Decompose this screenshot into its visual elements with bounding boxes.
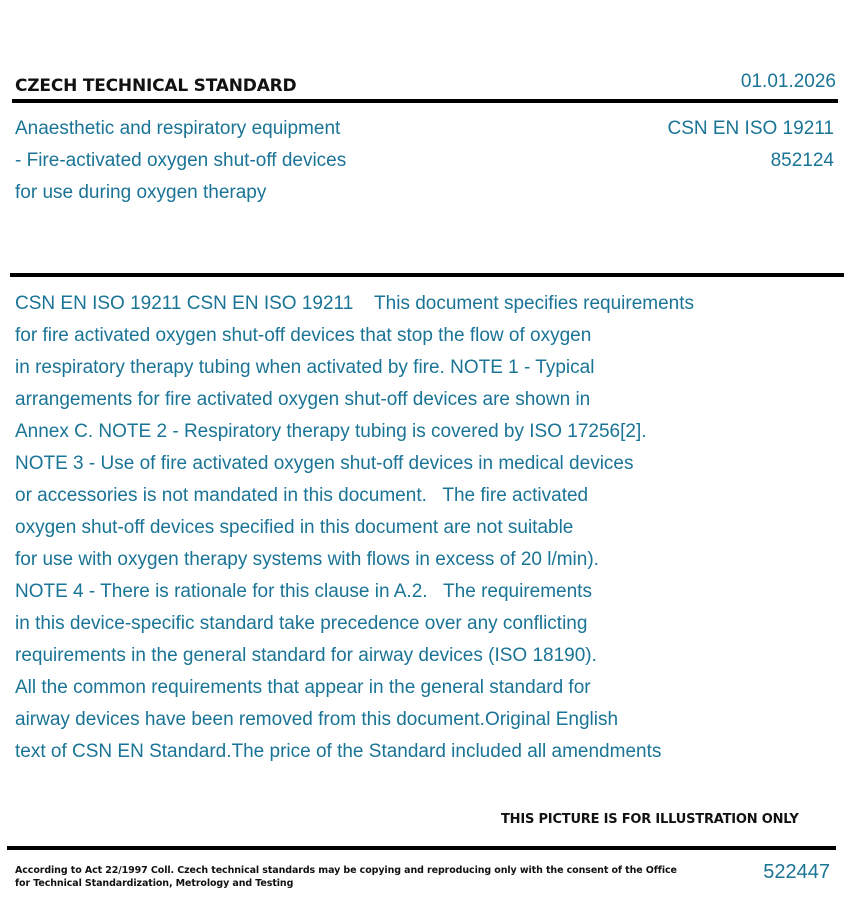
abstract-line: NOTE 3 - Use of fire activated oxygen shut-off devices in medical devices	[15, 453, 634, 474]
abstract-line: All the common requirements that appear in the general standard for	[15, 677, 591, 698]
abstract-line: oxygen shut-off devices specified in this document are not suitable	[15, 517, 574, 538]
catalog-number: 522447	[763, 861, 830, 883]
class-number: 852124	[770, 150, 834, 171]
abstract-line: text of CSN EN Standard.The price of the Standard included all amendments	[15, 741, 662, 762]
standard-code: CSN EN ISO 19211	[667, 118, 834, 139]
standard-title-line-3: for use during oxygen therapy	[15, 182, 267, 203]
standard-title-line-2: - Fire-activated oxygen shut-off devices	[15, 150, 347, 171]
abstract-line: Annex C. NOTE 2 - Respiratory therapy tubing is covered by ISO 17256[2].	[15, 421, 647, 442]
illustration-disclaimer: THIS PICTURE IS FOR ILLUSTRATION ONLY	[501, 812, 799, 827]
abstract-line: or accessories is not mandated in this document. The fire activated	[15, 485, 589, 506]
abstract-line: for fire activated oxygen shut-off devices that stop the flow of oxygen	[15, 325, 592, 346]
standard-title-line-1: Anaesthetic and respiratory equipment	[15, 118, 341, 139]
header-divider	[12, 99, 838, 103]
abstract-line: arrangements for fire activated oxygen shut-off devices are shown in	[15, 389, 591, 410]
abstract-line: in this device-specific standard take precedence over any conflicting	[15, 613, 588, 634]
abstract-line: airway devices have been removed from this document.Original English	[15, 709, 619, 730]
issue-date: 01.01.2026	[740, 71, 836, 92]
abstract-line: NOTE 4 - There is rationale for this clause in A.2. The requirements	[15, 581, 592, 602]
abstract-line: in respiratory therapy tubing when activated by fire. NOTE 1 - Typical	[15, 357, 595, 378]
copyright-note-line-2: for Technical Standardization, Metrology and Testing	[15, 878, 294, 889]
document-type-heading: CZECH TECHNICAL STANDARD	[15, 76, 297, 96]
abstract-line: for use with oxygen therapy systems with flows in excess of 20 l/min).	[15, 549, 599, 570]
copyright-note-line-1: According to Act 22/1997 Coll. Czech technical standards may be copying and reproducing only with the consent of the Office	[15, 865, 677, 876]
footer-divider	[7, 846, 836, 850]
title-divider	[10, 273, 844, 277]
abstract-line: requirements in the general standard for airway devices (ISO 18190).	[15, 645, 597, 666]
abstract-line: CSN EN ISO 19211 CSN EN ISO 19211 This document specifies requirements	[15, 293, 695, 314]
